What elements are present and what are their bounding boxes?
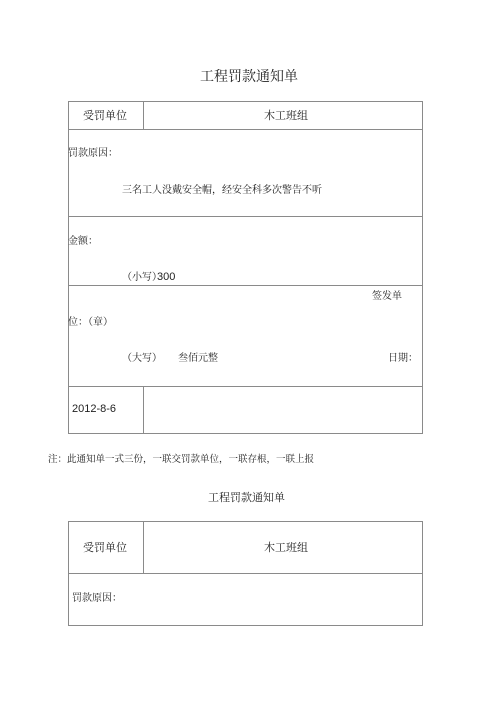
form1-amount-big-value: 叁佰元整 bbox=[178, 353, 218, 364]
form1-title: 工程罚款通知单 bbox=[200, 69, 298, 85]
form1-unit-value: 木工班组 bbox=[264, 109, 308, 122]
note-text: 注：此通知单一式三份，一联交罚款单位，一联存根，一联上报 bbox=[48, 454, 315, 465]
form1-amount-label: 金额： bbox=[68, 236, 98, 247]
form1-reason-label: 罚款原因： bbox=[68, 148, 118, 159]
form2-unit-label: 受罚单位 bbox=[83, 541, 127, 554]
form1-date-label: 日期： bbox=[388, 353, 418, 364]
form1-issuer-label-2: 位：（章） bbox=[68, 317, 113, 328]
form1-amount-small-value: 300 bbox=[157, 271, 176, 283]
form1-amount-small-label: （小写） bbox=[122, 272, 162, 283]
form1-issuer-label-1: 签发单 bbox=[372, 291, 402, 302]
form1-date-value: 2012-8-6 bbox=[72, 403, 117, 415]
form1-reason-text: 三名工人没戴安全帽，经安全科多次警告不听 bbox=[122, 185, 322, 196]
form2-unit-value: 木工班组 bbox=[264, 541, 308, 554]
form1-unit-label: 受罚单位 bbox=[83, 109, 127, 122]
form2-title: 工程罚款通知单 bbox=[208, 491, 285, 504]
form1-amount-big-label: （大写） bbox=[122, 353, 162, 364]
form2-reason-label: 罚款原因： bbox=[72, 593, 122, 604]
